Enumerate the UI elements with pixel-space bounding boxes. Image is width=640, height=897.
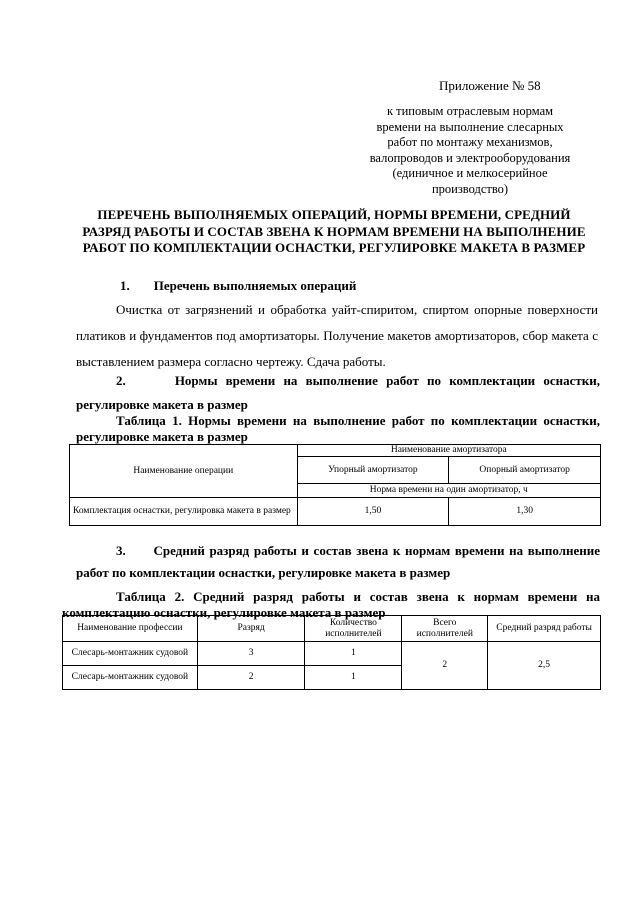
subtitle-line: к типовым отраслевым нормам (386, 104, 554, 118)
title-line: РАБОТ ПО КОМПЛЕКТАЦИИ ОСНАСТКИ, РЕГУЛИРОВКЕ МАКЕТА В РАЗМЕР (82, 240, 586, 255)
header-grade: Разряд (197, 616, 305, 642)
table-1-caption: Таблица 1. Нормы времени на выполнение работ по комплектации оснастки, регулировке макета в размер (76, 413, 600, 444)
count-cell: 1 (305, 642, 402, 666)
row-value-a: 1,50 (297, 498, 449, 526)
subtitle-line: валопроводов и электрооборудования (369, 150, 571, 165)
section-1-text: Очистка от загрязнений и обработка уайт-спиритом, спиртом опорные поверхности платиков и фундаментов под амортизаторы. Получение макетов амортизаторов, сбор макета с выставлением размера согласно чертежу. Сдача работы. (76, 302, 598, 369)
col-a-header: Упорный амортизатор (297, 457, 449, 484)
col-operation-header: Наименование операции (70, 445, 298, 498)
row-label: Комплектация оснастки, регулировка макета в размер (70, 498, 298, 526)
grade-cell: 3 (197, 642, 305, 666)
count-cell: 1 (305, 666, 402, 690)
row-value-b: 1,30 (449, 498, 601, 526)
header-average: Средний разряд работы (488, 616, 601, 642)
section-number: 3. (116, 543, 126, 558)
table-2 (62, 615, 601, 690)
grade-cell: 2 (197, 666, 305, 690)
subtitle-line: времени на выполнение слесарных (376, 119, 564, 134)
subtitle-line: (единичное и мелкосерийное (392, 166, 548, 180)
title-line: РАЗРЯД РАБОТЫ И СОСТАВ ЗВЕНА К НОРМАМ ВРЕМЕНИ НА ВЫПОЛНЕНИЕ (82, 223, 586, 239)
appendix-subtitle (356, 104, 584, 197)
table-2-caption: Таблица 2. Средний разряд работы и состав звена к нормам времени на комплектацию оснастки, регулировке макета в размер (62, 589, 600, 620)
section-title: Средний разряд работы и состав звена к нормам времени на выполнение работ по комплектации оснастки, регулировке макета в размер (76, 543, 600, 580)
subtitle-line: работ по монтажу механизмов, (387, 135, 553, 149)
title-line: ПЕРЕЧЕНЬ ВЫПОЛНЯЕМЫХ ОПЕРАЦИЙ, НОРМЫ ВРЕМЕНИ, СРЕДНИЙ (97, 207, 571, 222)
section-1-heading (120, 278, 356, 294)
profession-cell: Слесарь-монтажник судовой (63, 642, 198, 666)
section-title: Перечень выполняемых операций (153, 278, 357, 293)
col-group-header: Наименование амортизатора (297, 445, 600, 457)
subtitle-line: производство) (431, 181, 509, 196)
section-2-heading (76, 369, 600, 417)
profession-cell: Слесарь-монтажник судовой (63, 666, 198, 690)
header-profession: Наименование профессии (63, 616, 198, 642)
appendix-number: Приложение № 58 (439, 78, 541, 93)
section-title: Нормы времени на выполнение работ по комплектации оснастки, регулировке макета в размер (76, 373, 600, 412)
section-3-heading (76, 540, 600, 584)
norm-row: Норма времени на один амортизатор, ч (297, 484, 600, 498)
table-row (63, 642, 601, 666)
total-cell: 2 (402, 642, 488, 690)
section-number: 1. (120, 278, 130, 293)
average-cell: 2,5 (488, 642, 601, 690)
section-number: 2. (116, 373, 126, 388)
document-title (62, 207, 606, 257)
table-1 (69, 444, 601, 526)
header-total: Всего исполнителей (402, 616, 488, 642)
col-b-header: Опорный амортизатор (449, 457, 601, 484)
header-count: Количество исполнителей (305, 616, 402, 642)
